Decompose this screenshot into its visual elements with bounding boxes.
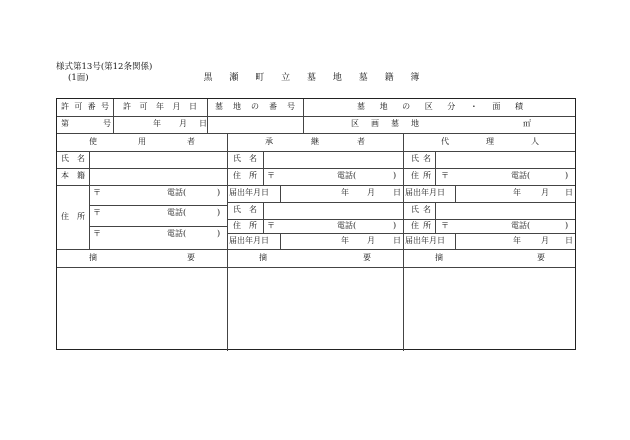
- rule: [435, 202, 436, 233]
- notify-day: 日: [565, 188, 573, 197]
- rule: [455, 185, 456, 202]
- form-number: 様式第13号(第12条関係): [56, 62, 153, 72]
- permit-number-prefix: 第: [61, 119, 69, 128]
- agent-notify-date-label: 届出年月日: [405, 236, 445, 245]
- zip-mark: 〒: [441, 221, 449, 230]
- phone-close: ): [393, 221, 397, 230]
- phone-close: ): [217, 188, 221, 197]
- notify-day: 日: [393, 236, 401, 245]
- zip-mark: 〒: [267, 221, 275, 230]
- agent-name-label: 氏 名: [411, 205, 431, 214]
- rule: [57, 185, 575, 186]
- agent-name-label: 氏 名: [411, 154, 431, 163]
- successor-address-label: 住 所: [233, 221, 257, 230]
- user-section-header: 使 用 者: [89, 137, 195, 146]
- rule: [57, 168, 575, 169]
- notify-day: 日: [565, 236, 573, 245]
- agent-address-label: 住 所: [411, 221, 431, 230]
- notify-year: 年: [513, 236, 521, 245]
- agent-notify-date-label: 届出年月日: [405, 188, 445, 197]
- zip-mark: 〒: [93, 208, 101, 217]
- rule: [227, 202, 575, 203]
- user-domicile-label: 本 籍: [61, 171, 85, 180]
- permit-day: 日: [199, 119, 207, 128]
- phone-close: ): [217, 229, 221, 238]
- user-name-label: 氏 名: [61, 154, 85, 163]
- successor-name-label: 氏 名: [233, 205, 257, 214]
- rule: [263, 202, 264, 233]
- form-title: 黒 瀬 町 立 墓 地 墓 籍 簿: [203, 73, 427, 83]
- phone-close: ): [565, 221, 569, 230]
- rule: [57, 267, 575, 268]
- phone-close: ): [393, 171, 397, 180]
- notify-year: 年: [513, 188, 521, 197]
- zip-mark: 〒: [267, 171, 275, 180]
- division-area-header: 墓 地 の 区 分 ・ 面 積: [357, 102, 523, 111]
- zip-mark: 〒: [93, 229, 101, 238]
- notify-year: 年: [341, 188, 349, 197]
- phone-label: 電話(: [167, 188, 187, 197]
- area-unit: ㎡: [523, 119, 531, 128]
- register-table: [56, 98, 576, 350]
- phone-label: 電話(: [511, 221, 531, 230]
- zip-mark: 〒: [441, 171, 449, 180]
- rule: [57, 151, 575, 152]
- rule: [455, 233, 456, 249]
- rule: [227, 133, 228, 351]
- rule: [57, 116, 575, 117]
- notify-month: 月: [367, 236, 375, 245]
- zip-mark: 〒: [93, 188, 101, 197]
- successor-notify-date-label: 届出年月日: [229, 236, 269, 245]
- notify-month: 月: [541, 188, 549, 197]
- phone-label: 電話(: [337, 171, 357, 180]
- permit-number-suffix: 号: [103, 119, 111, 128]
- agent-remarks-header: 摘 要: [435, 253, 545, 262]
- successor-address-label: 住 所: [233, 171, 257, 180]
- phone-close: ): [217, 208, 221, 217]
- phone-close: ): [565, 171, 569, 180]
- permit-number-header: 許 可 番 号: [61, 102, 109, 111]
- rule: [263, 151, 264, 185]
- notify-day: 日: [393, 188, 401, 197]
- successor-notify-date-label: 届出年月日: [229, 188, 269, 197]
- rule: [89, 226, 227, 227]
- permit-year: 年: [153, 119, 161, 128]
- rule: [280, 185, 281, 202]
- rule: [89, 205, 227, 206]
- permit-month: 月: [179, 119, 187, 128]
- successor-name-label: 氏 名: [233, 154, 257, 163]
- rule: [280, 233, 281, 249]
- phone-label: 電話(: [337, 221, 357, 230]
- rule: [403, 133, 404, 351]
- rule: [435, 151, 436, 185]
- section-plot-label: 区 画 墓 地: [351, 119, 419, 128]
- user-address-label: 住 所: [61, 212, 85, 221]
- notify-month: 月: [367, 188, 375, 197]
- phone-label: 電話(: [167, 229, 187, 238]
- agent-section-header: 代 理 人: [441, 137, 539, 146]
- rule: [89, 151, 90, 249]
- page-number: (1面): [68, 73, 89, 83]
- user-remarks-header: 摘 要: [89, 253, 195, 262]
- agent-address-label: 住 所: [411, 171, 431, 180]
- successor-remarks-header: 摘 要: [259, 253, 371, 262]
- permit-date-header: 許 可 年 月 日: [123, 102, 197, 111]
- phone-label: 電話(: [167, 208, 187, 217]
- notify-year: 年: [341, 236, 349, 245]
- plot-number-header: 墓 地 の 番 号: [215, 102, 295, 111]
- phone-label: 電話(: [511, 171, 531, 180]
- notify-month: 月: [541, 236, 549, 245]
- successor-section-header: 承 継 者: [265, 137, 365, 146]
